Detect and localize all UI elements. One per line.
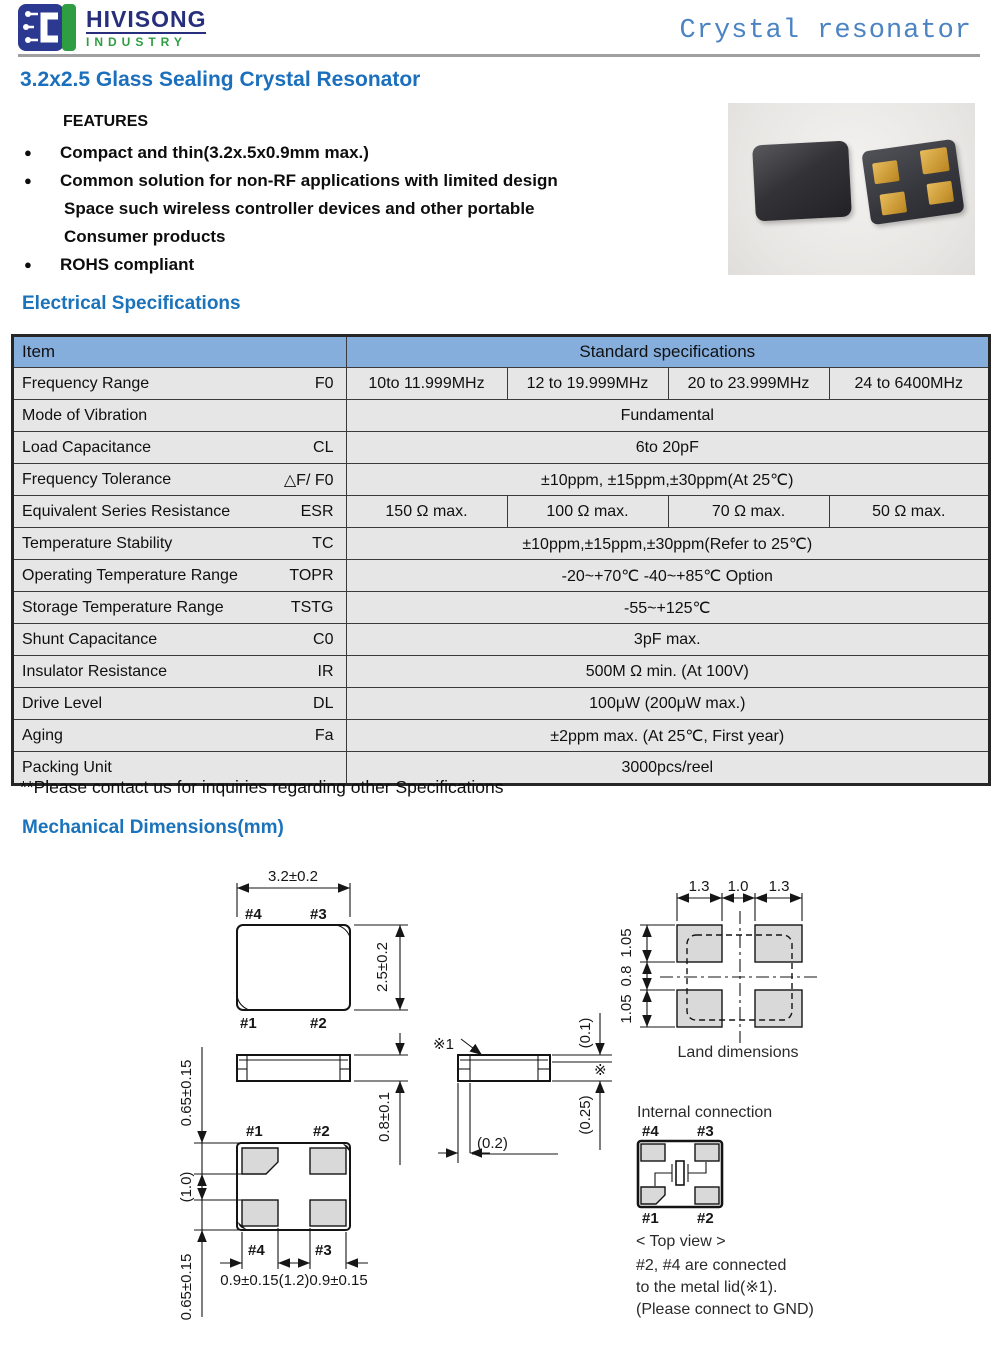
mechanical-heading: Mechanical Dimensions(mm) [22,817,284,838]
item-name: Operating Temperature Range [22,566,238,584]
drawing-side-view-lid [433,1013,612,1163]
item-name: Insulator Resistance [22,662,167,680]
svg-text:#3: #3 [315,1242,332,1259]
chip-pad [920,147,950,175]
table-row [13,720,989,752]
item-code: F0 [314,374,334,392]
spec-value: 10to 11.999MHz [346,368,507,400]
document-title: Crystal resonator [679,16,972,46]
svg-text:(0.1): (0.1) [577,1017,594,1049]
item-name: Packing Unit [22,758,112,776]
svg-text:#2: #2 [310,1015,327,1032]
svg-text:1.0: 1.0 [727,878,749,895]
item-code: IR [317,662,334,680]
svg-text:Internal connection: Internal connection [637,1104,773,1121]
feature-item [0,167,700,195]
table-row [13,432,989,464]
drawing-bottom-view [178,1047,368,1320]
item-code: C0 [313,630,334,648]
table-row [13,560,989,592]
table-row [13,624,989,656]
mechanical-drawings [150,855,1000,1335]
svg-text:#2: #2 [697,1210,714,1227]
svg-text:< Top view >: < Top view > [636,1233,726,1250]
svg-text:(0.2): (0.2) [477,1135,508,1152]
features-section [0,113,700,279]
spec-value: 50 Ω max. [829,496,989,528]
svg-text:(Please connect to GND): (Please connect to GND) [636,1301,814,1318]
logo-name: HIVISONG [86,5,207,32]
svg-text:1.3: 1.3 [688,878,710,895]
drawing-internal-connection [636,1104,814,1318]
svg-text:0.65±0.15: 0.65±0.15 [178,1253,195,1321]
svg-text:0.8±0.1: 0.8±0.1 [376,1092,393,1142]
spec-value: 100 Ω max. [507,496,668,528]
spec-value: Fundamental [346,400,989,432]
table-row [13,688,989,720]
spec-value: 6to 20pF [346,432,989,464]
item-name: Equivalent Series Resistance [22,502,231,520]
company-logo [18,4,206,51]
spec-value: 3pF max. [346,624,989,656]
feature-text: ROHS compliant [60,255,195,274]
feature-text: Consumer products [64,227,226,246]
item-code: ESR [300,502,334,520]
svg-text:#1: #1 [240,1015,257,1032]
item-code: DL [313,694,334,712]
features-heading: FEATURES [63,113,149,130]
item-name: Load Capacitance [22,438,151,456]
svg-text:1.3: 1.3 [768,878,790,895]
svg-text:0.9±0.15(1.2)0.9±0.15: 0.9±0.15(1.2)0.9±0.15 [220,1272,368,1289]
svg-text:2.5±0.2: 2.5±0.2 [374,942,391,992]
electrical-heading: Electrical Specifications [22,293,241,314]
table-row [13,400,989,432]
feature-text: Space such wireless controller devices and other portable [64,199,535,218]
chip-top-view [752,141,852,222]
item-name: Frequency Tolerance [22,470,172,488]
svg-text:Land dimensions: Land dimensions [677,1044,799,1061]
item-code: △F/ F0 [283,471,334,489]
drawing-top-view [237,868,408,1032]
svg-text:※: ※ [594,1062,607,1079]
table-row [13,528,989,560]
spec-value: -55~+125℃ [346,592,989,624]
chip-pad [872,160,900,184]
spec-value: ±10ppm,±15ppm,±30ppm(Refer to 25℃) [346,528,989,560]
feature-item [0,139,700,167]
table-row [13,656,989,688]
spec-value: 20 to 23.999MHz [668,368,829,400]
table-header-row [13,336,989,368]
spec-value: 150 Ω max. [346,496,507,528]
table-row [13,592,989,624]
item-name: Storage Temperature Range [22,598,224,616]
table-row [13,464,989,496]
svg-text:#4: #4 [248,1242,265,1259]
spec-value: 12 to 19.999MHz [507,368,668,400]
svg-text:#3: #3 [697,1123,714,1140]
product-photo [728,103,975,275]
spec-value: 70 Ω max. [668,496,829,528]
svg-text:#4: #4 [245,906,262,923]
item-name: Frequency Range [22,374,150,392]
item-code: TC [312,534,334,552]
bullet-icon: ● [24,145,32,160]
feature-text: Compact and thin(3.2x.5x0.9mm max.) [60,143,369,162]
col-header-item: Item [13,336,346,368]
spec-table [12,335,990,785]
header-divider [18,54,980,57]
spec-note: **Please contact us for inquiries regarding other Specifications [20,777,504,797]
svg-text:※1: ※1 [433,1036,454,1053]
bullet-icon: ● [24,257,32,272]
feature-item [64,223,700,251]
svg-text:0.8: 0.8 [618,965,635,987]
item-code: TOPR [289,566,334,584]
feature-text: Common solution for non-RF applications with limited design [60,171,558,190]
item-code: Fa [314,726,334,744]
feature-item [0,251,700,279]
svg-text:#4: #4 [642,1123,659,1140]
item-code: TSTG [290,598,334,616]
svg-text:1.05: 1.05 [618,994,635,1024]
spec-value: 100μW (200μW max.) [346,688,989,720]
bullet-icon: ● [24,173,32,188]
svg-text:0.65±0.15: 0.65±0.15 [178,1059,195,1127]
chip-pad [926,181,954,205]
drawing-land-dimensions [618,878,818,1061]
spec-value: ±10ppm, ±15ppm,±30ppm(At 25℃) [346,464,989,496]
svg-text:1.05: 1.05 [618,928,635,958]
table-row [13,368,989,400]
svg-text:to the metal lid(※1).: to the metal lid(※1). [636,1279,778,1296]
item-code: CL [313,438,334,456]
col-header-spec: Standard specifications [346,336,989,368]
spec-value: 3000pcs/reel [346,752,989,785]
logo-subtitle: INDUSTRY [86,32,206,49]
chip-bottom-view [861,139,964,225]
company-logo-icon [18,4,76,51]
page-title: 3.2x2.5 Glass Sealing Crystal Resonator [20,68,421,91]
table-row [13,496,989,528]
svg-text:#1: #1 [246,1123,263,1140]
item-name: Mode of Vibration [22,406,148,424]
item-name: Drive Level [22,694,103,712]
svg-text:#2: #2 [313,1123,330,1140]
feature-item [64,195,700,223]
svg-text:#3: #3 [310,906,327,923]
svg-text:(0.25): (0.25) [577,1095,594,1135]
svg-text:#1: #1 [642,1210,659,1227]
svg-text:(1.0): (1.0) [178,1171,195,1203]
chip-pad [879,191,907,215]
spec-value: -20~+70℃ -40~+85℃ Option [346,560,989,592]
item-name: Temperature Stability [22,534,173,552]
item-name: Aging [22,726,63,744]
svg-text:3.2±0.2: 3.2±0.2 [268,868,318,885]
spec-value: ±2ppm max. (At 25℃, First year) [346,720,989,752]
spec-value: 500M Ω min. (At 100V) [346,656,989,688]
svg-text:#2, #4 are connected: #2, #4 are connected [636,1257,787,1274]
item-name: Shunt Capacitance [22,630,158,648]
spec-value: 24 to 6400MHz [829,368,989,400]
